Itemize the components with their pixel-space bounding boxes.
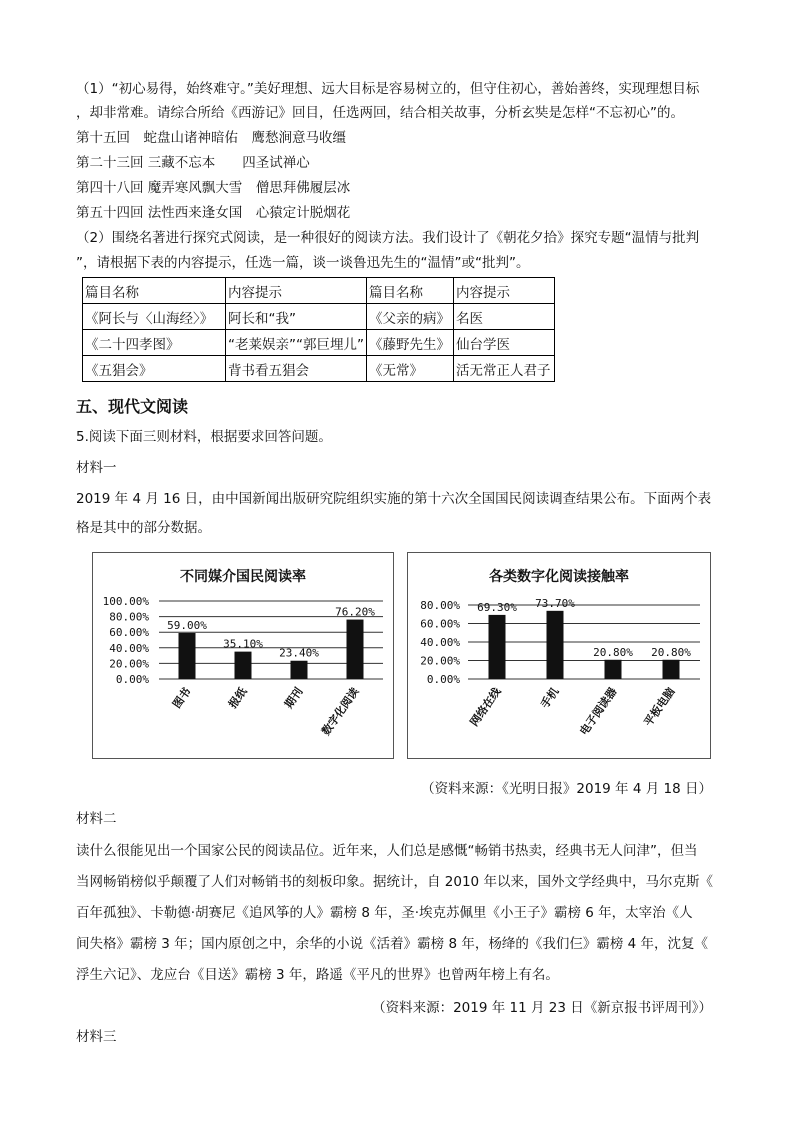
table-cell: 阿长和“我” — [226, 304, 367, 330]
material-text: 读什么很能见出一个国家公民的阅读品位。近年来，人们总是感慨“畅销书热卖，经典书无人问津”，但当 — [76, 843, 698, 859]
data-label: 73.70% — [535, 596, 575, 610]
table-cell: 《父亲的病》 — [366, 304, 453, 330]
bar — [489, 615, 506, 679]
table-header: 篇目名称 — [83, 278, 226, 304]
y-tick-label: 20.00% — [109, 657, 149, 671]
material-text: 当网畅销榜似乎颠覆了人们对畅销书的刻板印象。据统计，自 2010 年以来，国外文学经典中，马尔克斯《 — [76, 874, 713, 890]
y-tick-label: 40.00% — [420, 636, 460, 649]
table-cell: “老莱娱亲”“郭巨埋儿” — [226, 330, 367, 356]
table-header: 篇目名称 — [366, 278, 453, 304]
y-tick-label: 0.00% — [426, 673, 460, 686]
q1-prompt-line2: ，却非常难。请综合所给《西游记》回目，任选两回，结合相关故事，分析玄奘是怎样“不忘初心”的。 — [76, 105, 684, 121]
category-label: 期刊 — [282, 685, 306, 711]
table-cell: 《藤野先生》 — [366, 330, 453, 356]
source-citation: （资料来源：《光明日报》2019 年 4 月 18 日） — [421, 781, 712, 797]
material-text: 2019 年 4 月 16 日，由中国新闻出版研究院组织实施的第十六次全国国民阅读调查结果公布。下面两个表 — [76, 491, 712, 507]
bar — [605, 660, 622, 679]
bar — [347, 620, 364, 679]
table-cell: 名医 — [453, 304, 554, 330]
y-tick-label: 100.00% — [102, 595, 149, 608]
material-text: 间失格》霸榜 3 年；国内原创之中，余华的小说《活着》霸榜 8 年，杨绛的《我们仨》霸榜 4 年，沈复《 — [76, 936, 709, 952]
q1-prompt-line1: （1）“初心易得，始终难守。”美好理想、远大目标是容易树立的，但守住初心，善始善终，实现理想目标 — [76, 81, 700, 97]
table-row — [83, 304, 555, 330]
material-text: 百年孤独》、卡勒德·胡赛尼《追风筝的人》霸榜 8 年，圣·埃克苏佩里《小王子》霸榜 6 年，太宰治《人 — [76, 905, 693, 921]
source-citation: （资料来源：2019 年 11 月 23 日《新京报书评周刊》） — [372, 1000, 712, 1016]
content-hint-table — [82, 277, 555, 382]
material-title: 材料三 — [76, 1029, 117, 1045]
table-cell: 仙台学医 — [453, 330, 554, 356]
material-title: 材料一 — [76, 460, 117, 476]
chart-title: 各类数字化阅读接触率 — [489, 569, 629, 585]
category-label: 平板电脑 — [641, 685, 678, 729]
table-cell: 《阿长与〈山海经〉》 — [83, 304, 226, 330]
category-label: 电子阅读器 — [577, 685, 620, 738]
data-label: 20.80% — [593, 645, 633, 659]
q2-prompt-line1: （2）围绕名著进行探究式阅读，是一种很好的阅读方法。我们设计了《朝花夕拾》探究专题“温情与批判 — [76, 230, 700, 246]
category-label: 手机 — [538, 685, 562, 711]
table-header: 内容提示 — [226, 278, 367, 304]
data-label: 35.10% — [223, 637, 263, 651]
table-cell: 活无常正人君子 — [453, 356, 554, 382]
section-intro: 5.阅读下面三则材料，根据要求回答问题。 — [76, 429, 332, 445]
table-cell: 《无常》 — [366, 356, 453, 382]
category-label: 数字化阅读 — [319, 685, 362, 738]
data-label: 23.40% — [279, 646, 319, 660]
chapter-item: 第二十三回 三藏不忘本 四圣试禅心 — [76, 155, 310, 171]
material-title: 材料二 — [76, 811, 117, 827]
table-cell: 背书看五猖会 — [226, 356, 367, 382]
material-text: 浮生六记》、龙应台《目送》霸榜 3 年，路遥《平凡的世界》也曾两年榜上有名。 — [76, 967, 559, 983]
table-header: 内容提示 — [453, 278, 554, 304]
y-tick-label: 0.00% — [115, 673, 149, 686]
chart-title: 不同媒介国民阅读率 — [180, 569, 306, 585]
bar — [235, 652, 252, 679]
bar — [547, 611, 564, 679]
bar — [663, 660, 680, 679]
data-label: 59.00% — [167, 618, 207, 632]
chapter-item: 第十五回 蛇盘山诸神暗佑 鹰愁涧意马收缰 — [76, 130, 346, 146]
table-header-row — [83, 278, 555, 304]
y-tick-label: 60.00% — [420, 617, 460, 631]
data-label: 69.30% — [477, 600, 517, 614]
category-label: 图书 — [170, 685, 194, 711]
category-label: 报纸 — [226, 685, 250, 711]
data-label: 20.80% — [651, 645, 691, 659]
bar — [179, 633, 196, 679]
digital-reading-rate-svg — [408, 553, 710, 758]
y-tick-label: 20.00% — [420, 654, 460, 668]
chapter-item: 第四十八回 魔弄寒风飘大雪 僧思拜佛履层冰 — [76, 180, 351, 196]
category-label: 网络在线 — [467, 685, 504, 729]
digital-reading-rate-chart — [407, 552, 711, 759]
chapter-item: 第五十四回 法性西来逢女国 心猿定计脱烟花 — [76, 205, 351, 221]
media-reading-rate-svg — [93, 553, 393, 758]
y-tick-label: 80.00% — [109, 610, 149, 624]
table-row — [83, 356, 555, 382]
table-row — [83, 330, 555, 356]
table-cell: 《五猖会》 — [83, 356, 226, 382]
table-cell: 《二十四孝图》 — [83, 330, 226, 356]
q2-prompt-line2: ”，请根据下表的内容提示，任选一篇，谈一谈鲁迅先生的“温情”或“批判”。 — [76, 255, 530, 271]
bar — [291, 661, 308, 679]
y-tick-label: 40.00% — [109, 641, 149, 655]
data-label: 76.20% — [335, 605, 375, 619]
y-tick-label: 60.00% — [109, 626, 149, 640]
section-heading: 五、现代文阅读 — [76, 397, 189, 416]
y-tick-label: 80.00% — [420, 599, 460, 612]
media-reading-rate-chart — [92, 552, 394, 759]
material-text: 格是其中的部分数据。 — [76, 520, 211, 536]
